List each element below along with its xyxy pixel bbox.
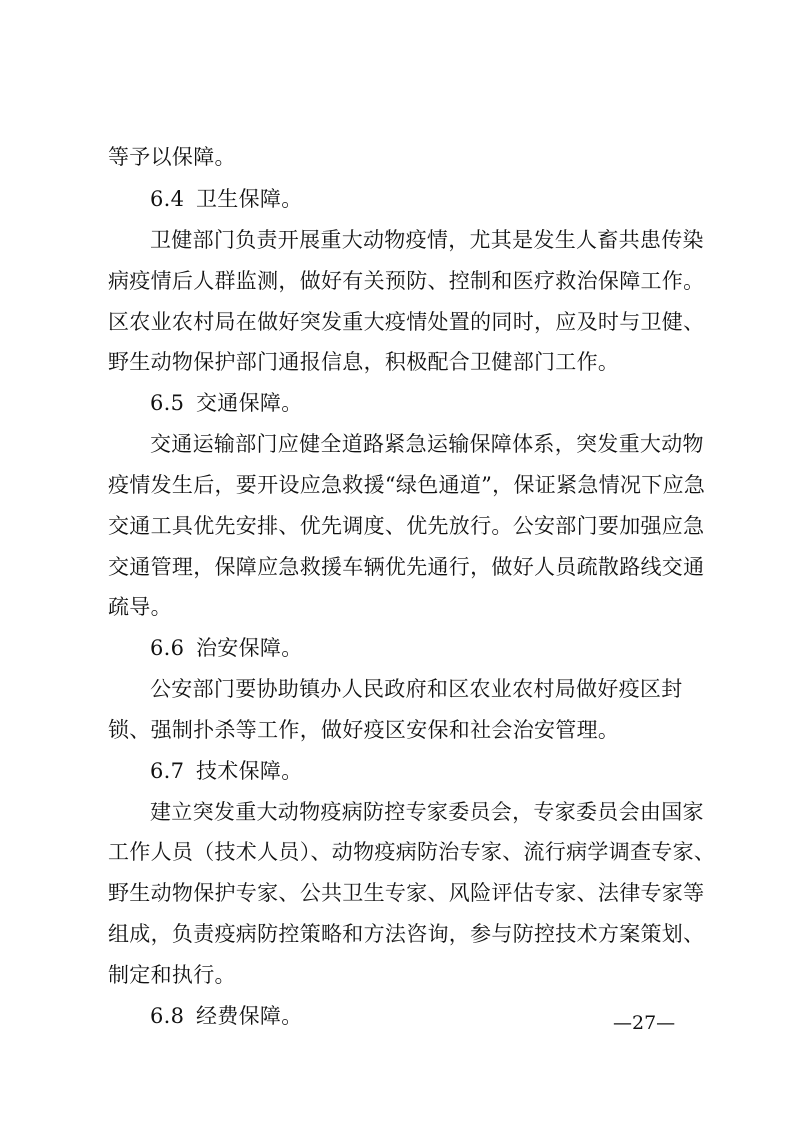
section-title: 技术保障。 [196, 759, 303, 783]
section-heading-6-6 [150, 634, 730, 662]
paragraph-line: 公安部门要协助镇办人民政府和区农业农村局做好疫区封 [150, 677, 683, 701]
section-number: 6.5 [150, 391, 185, 415]
paragraph-line: 工作人员（技术人员）、动物疫病防治专家、流行病学调查专家、 [108, 840, 716, 864]
section-heading-6-7 [150, 757, 730, 785]
paragraph-line: 交通管理，保障应急救援车辆优先通行，做好人员疏散路线交通 [108, 555, 705, 579]
section-heading-6-4 [150, 185, 730, 213]
paragraph-line: 病疫情后人群监测，做好有关预防、控制和医疗救治保障工作。 [108, 269, 705, 293]
section-number: 6.8 [150, 1004, 185, 1028]
page-number: —27— [613, 1012, 676, 1034]
section-number: 6.4 [150, 187, 185, 211]
paragraph-line: 交通运输部门应健全道路紧急运输保障体系，突发重大动物 [150, 432, 704, 456]
paragraph-line: 锁、强制扑杀等工作，做好疫区安保和社会治安管理。 [108, 718, 620, 742]
paragraph-line: 等予以保障。 [108, 145, 236, 169]
section-number: 6.6 [150, 636, 185, 660]
paragraph-line: 疏导。 [108, 595, 172, 619]
paragraph-line: 野生动物保护专家、公共卫生专家、风险评估专家、法律专家等 [108, 881, 705, 905]
paragraph-line: 野生动物保护部门通报信息，积极配合卫健部门工作。 [108, 350, 620, 374]
paragraph-line: 区农业农村局在做好突发重大疫情处置的同时，应及时与卫健、 [108, 310, 705, 334]
section-number: 6.7 [150, 759, 185, 783]
section-title: 卫生保障。 [196, 187, 303, 211]
paragraph-line: 交通工具优先安排、优先调度、优先放行。公安部门要加强应急 [108, 514, 705, 538]
paragraph-line: 建立突发重大动物疫病防控专家委员会，专家委员会由国家 [150, 800, 704, 824]
paragraph-line: 疫情发生后，要开设应急救援“绿色通道”，保证紧急情况下应急 [108, 473, 706, 497]
paragraph-line: 制定和执行。 [108, 963, 236, 987]
section-heading-6-5 [150, 389, 730, 417]
paragraph-line: 卫健部门负责开展重大动物疫情，尤其是发生人畜共患传染 [150, 228, 704, 252]
section-title: 治安保障。 [196, 636, 303, 660]
paragraph-line: 组成，负责疫病防控策略和方法咨询，参与防控技术方案策划、 [108, 922, 705, 946]
section-title: 经费保障。 [196, 1004, 303, 1028]
section-title: 交通保障。 [196, 391, 303, 415]
